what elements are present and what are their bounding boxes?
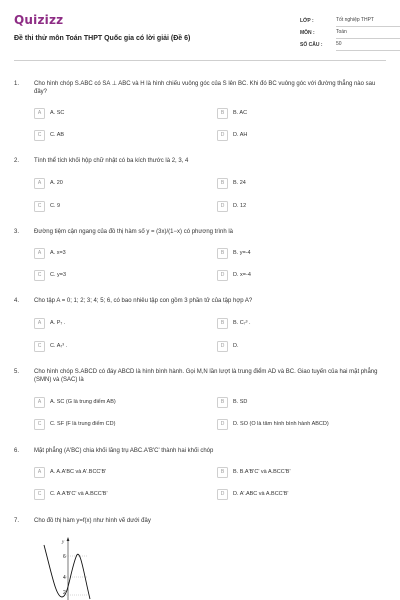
question-text: Cho đồ thị hàm y=f(x) như hình vẽ dưới đây — [34, 518, 151, 524]
exam-title: Đề thi thử môn Toán THPT Quốc gia có lời giải (Đề 6) — [14, 35, 191, 42]
question-number: 7. — [14, 518, 20, 524]
option-text: C. A₇³ . — [50, 342, 68, 349]
function-graph — [42, 535, 122, 600]
option-key: A — [34, 248, 45, 259]
y-tick-label: 6 — [63, 554, 66, 560]
meta-row-subject — [300, 27, 400, 39]
option-text: A. 20 — [50, 179, 63, 186]
meta-value: 50 — [336, 41, 400, 51]
option-c[interactable] — [34, 489, 108, 500]
question-7 — [14, 517, 386, 531]
option-d[interactable] — [217, 270, 251, 281]
option-text: A. P₇ . — [50, 319, 66, 326]
question-5 — [14, 368, 386, 433]
question-3 — [14, 228, 386, 283]
option-text: B. B.A'B'C' và A.BCC'B' — [233, 468, 291, 475]
option-key: C — [34, 489, 45, 500]
question-number: 6. — [14, 448, 20, 454]
meta-row-class — [300, 15, 400, 27]
option-key: D — [217, 201, 228, 212]
option-text: D. 12 — [233, 202, 247, 209]
question-4 — [14, 297, 386, 355]
y-axis-label: y — [62, 540, 65, 545]
option-text: D. SO (O là tâm hình bình hành ABCD) — [233, 420, 329, 427]
option-d[interactable] — [217, 489, 288, 500]
function-curve — [44, 545, 90, 599]
option-c[interactable] — [34, 270, 66, 281]
option-key: B — [217, 318, 228, 329]
option-text: B. C₇³ . — [233, 319, 251, 326]
option-key: C — [34, 130, 45, 141]
option-b[interactable] — [217, 318, 250, 329]
question-text: Mặt phẳng (A'BC) chia khối lăng trụ ABC.A'B'C' thành hai khối chóp — [34, 448, 214, 454]
header-divider — [14, 60, 386, 61]
option-text: C. A.A'B'C' và A.BCC'B' — [50, 490, 108, 497]
option-key: B — [217, 108, 228, 119]
option-key: D — [217, 419, 228, 430]
question-1 — [14, 80, 386, 140]
question-number: 2. — [14, 158, 20, 164]
option-d[interactable] — [217, 130, 247, 141]
option-text: D. x=-4 — [233, 271, 251, 278]
option-key: C — [34, 419, 45, 430]
meta-label: LỚP : — [300, 18, 314, 25]
option-text: D. AH — [233, 131, 248, 138]
option-key: D — [217, 489, 228, 500]
option-a[interactable] — [34, 248, 66, 259]
option-key: D — [217, 270, 228, 281]
option-text: D. — [233, 342, 239, 349]
option-key: B — [217, 397, 228, 408]
option-b[interactable] — [217, 397, 247, 408]
option-text: B. SD — [233, 398, 248, 405]
question-number: 4. — [14, 298, 20, 304]
option-text: A. SC — [50, 109, 65, 116]
brand-logo: Quizizz — [14, 13, 64, 27]
option-text: A. SC (G là trung điểm AB) — [50, 398, 116, 405]
option-text: B. AC — [233, 109, 248, 116]
question-number: 5. — [14, 369, 20, 375]
meta-value: Toán — [336, 29, 400, 39]
question-text: Đường tiệm cận ngang của đồ thị hàm số y = (3x)/(1−x) có phương trình là — [34, 229, 234, 235]
option-c[interactable] — [34, 341, 67, 352]
meta-value: Tốt nghiệp THPT — [336, 17, 400, 27]
option-b[interactable] — [217, 108, 247, 119]
option-b[interactable] — [217, 248, 251, 259]
option-key: C — [34, 270, 45, 281]
question-text: Tính thể tích khối hộp chữ nhật có ba kích thước là 2, 3, 4 — [34, 158, 189, 164]
option-key: C — [34, 341, 45, 352]
option-key: D — [217, 130, 228, 141]
option-key: A — [34, 178, 45, 189]
question-text: Cho hình chóp S.ABCD có đáy ABCD là hình bình hành. Gọi M,N lần lượt là trung điểm AD và BC. Giao tuyến của hai mặt phẳng (SMN) và (SAC) là — [34, 369, 378, 384]
option-text: B. 24 — [233, 179, 246, 186]
question-text: Cho tập A = 0; 1; 2; 3; 4; 5; 6, có bao nhiêu tập con gồm 3 phần tử của tập hợp A? — [34, 298, 253, 304]
y-axis-arrow — [67, 537, 70, 541]
option-key: C — [34, 201, 45, 212]
question-number: 1. — [14, 81, 20, 87]
option-a[interactable] — [34, 108, 64, 119]
option-text: D. A'.ABC và A.BCC'B' — [233, 490, 289, 497]
option-text: C. 9 — [50, 202, 61, 209]
option-key: A — [34, 318, 45, 329]
option-c[interactable] — [34, 419, 115, 430]
option-b[interactable] — [217, 178, 246, 189]
option-text: B. y=-4 — [233, 249, 251, 256]
option-a[interactable] — [34, 318, 65, 329]
meta-label: SỐ CÂU : — [300, 42, 323, 49]
question-number: 3. — [14, 229, 20, 235]
option-a[interactable] — [34, 397, 116, 408]
y-tick-label: 2 — [63, 590, 66, 596]
option-c[interactable] — [34, 130, 64, 141]
y-tick-label: 4 — [63, 575, 66, 581]
option-key: A — [34, 397, 45, 408]
option-d[interactable] — [217, 201, 246, 212]
option-a[interactable] — [34, 178, 63, 189]
exam-meta — [300, 15, 400, 51]
option-key: B — [217, 178, 228, 189]
question-text: Cho hình chóp S.ABC có SA ⊥ ABC và H là hình chiếu vuông góc của S lên BC. Khi đó BC vuông góc với đường thẳng nào sau đây? — [34, 81, 376, 96]
option-c[interactable] — [34, 201, 60, 212]
option-text: A. x=3 — [50, 249, 66, 256]
meta-row-count — [300, 39, 400, 51]
option-key: D — [217, 341, 228, 352]
option-d[interactable] — [217, 419, 329, 430]
option-text: A. A.A'BC và A'.BCC'B' — [50, 468, 107, 475]
option-key: A — [34, 108, 45, 119]
option-d[interactable] — [217, 341, 239, 352]
option-b[interactable] — [217, 467, 291, 478]
option-a[interactable] — [34, 467, 106, 478]
option-key: B — [217, 248, 228, 259]
question-6 — [14, 447, 386, 502]
option-text: C. SF (F là trung điểm CD) — [50, 420, 116, 427]
option-text: C. AB — [50, 131, 65, 138]
option-key: B — [217, 467, 228, 478]
question-2 — [14, 157, 386, 212]
option-text: C. y=3 — [50, 271, 67, 278]
meta-label: MÔN : — [300, 30, 315, 37]
option-key: A — [34, 467, 45, 478]
page-header — [14, 12, 386, 60]
